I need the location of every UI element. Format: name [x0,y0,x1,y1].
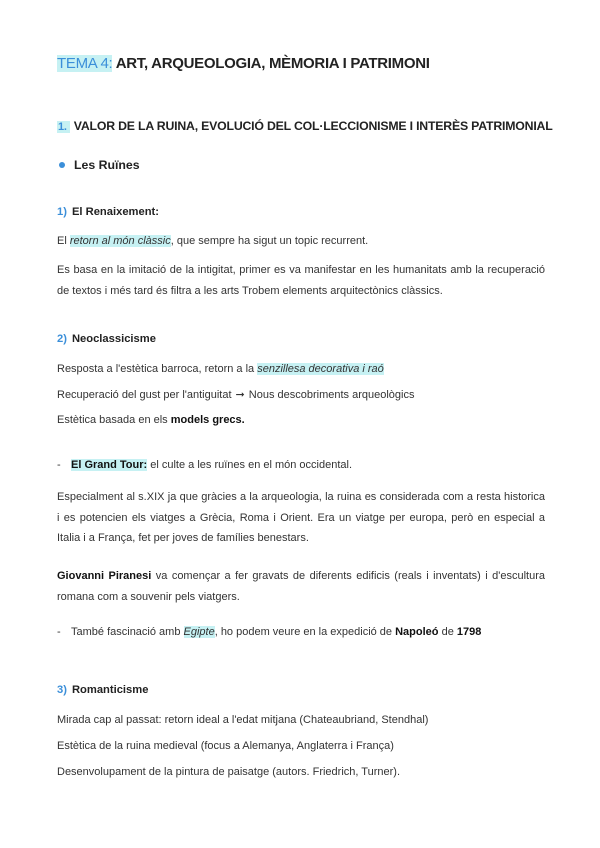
list-dash: - [57,459,61,471]
bullet-dot-icon [59,162,65,168]
highlight-retorn: retorn al món clàssic [69,235,171,247]
section-heading-1 [57,119,553,133]
subheading-neoclassicisme [57,333,545,345]
text: També fascinació amb [71,626,184,638]
subheading-text: El Renaixement: [71,206,159,218]
list-dash: - [57,626,61,638]
page-title [57,55,545,72]
subheading-number: 2) [57,333,67,345]
list-item-grand-tour [57,459,545,471]
bold-napoleo: Napoleó [395,626,439,638]
subheading-text: Neoclassicisme [71,333,156,345]
paragraph-renaixement-1 [57,235,545,247]
highlight-grand-tour: El Grand Tour: [71,459,148,471]
paragraph-neo-3 [57,414,545,426]
paragraph-romanticisme-2: Estètica de la ruina medieval (focus a Alemanya, Anglaterra i França) [57,740,394,752]
list-item-egipte [57,626,545,638]
paragraph-renaixement-2: Es basa en la imitació de la intigitat, primer es va manifestar en les humanitats amb la recuperació de textos i més tard és filtra a les arts Trobem elements arquitectònics clàssics. [57,264,545,297]
text: El [57,235,70,247]
subheading-romanticisme [57,684,545,696]
arrow-icon: ➞ [235,389,245,401]
paragraph-grand-tour: Especialment al s.XIX ja que gràcies a la arqueologia, la ruina es considerada com a resta historica i es potencien els viatges a Grècia, Roma i Orient. Era un viatge per europa, però en especial a Italia i a França, fet per joves de famílies benestars. [57,491,545,544]
text: de [438,626,457,638]
section-number: 1. [57,121,70,133]
paragraph-romanticisme-1: Mirada cap al passat: retorn ideal a l'edat mitjana (Chateaubriand, Stendhal) [57,714,429,726]
bold-models-grecs: models grecs. [170,414,245,426]
title-text: ART, ARQUEOLOGIA, MÈMORIA I PATRIMONI [115,55,430,72]
text: Recuperació del gust per l'antiguitat [57,389,232,401]
subheading-renaixement [57,206,545,218]
section-title: VALOR DE LA RUINA, EVOLUCIÓ DEL COL·LECCIONISME I INTERÈS PATRIMONIAL [73,119,553,133]
paragraph-romanticisme-3: Desenvolupament de la pintura de paisatge (autors. Friedrich, Turner). [57,766,401,778]
paragraph-piranesi [57,566,545,607]
paragraph-neo-1 [57,363,545,375]
text: Resposta a l'estètica barroca, retorn a la [57,363,258,375]
subheading-number: 1) [57,206,67,218]
subheading-text: Romanticisme [71,684,149,696]
paragraph-neo-2 [57,388,545,401]
subheading-number: 3) [57,684,67,696]
text: , ho podem veure en la expedició de [214,626,396,638]
bullet-les-ruines [57,158,545,172]
text: Estètica basada en els [57,414,171,426]
text: Nous descobriments arqueològics [248,389,415,401]
highlight-egipte: Egipte [183,626,215,638]
bullet-label: Les Ruïnes [74,158,140,172]
text: , que sempre ha sigut un topic recurrent. [170,235,369,247]
title-tema: TEMA 4: [57,55,113,72]
text: el culte a les ruïnes en el món occidental. [147,459,353,471]
highlight-senzillesa: senzillesa decorativa i raó [257,363,384,375]
bold-piranesi: Giovanni Piranesi [57,570,152,582]
text: va començar a fer gravats de diferents edificis (reals i inventats) i d'escultura romana com a souvenir pels viatgers. [57,570,546,603]
bold-1798: 1798 [456,626,482,638]
